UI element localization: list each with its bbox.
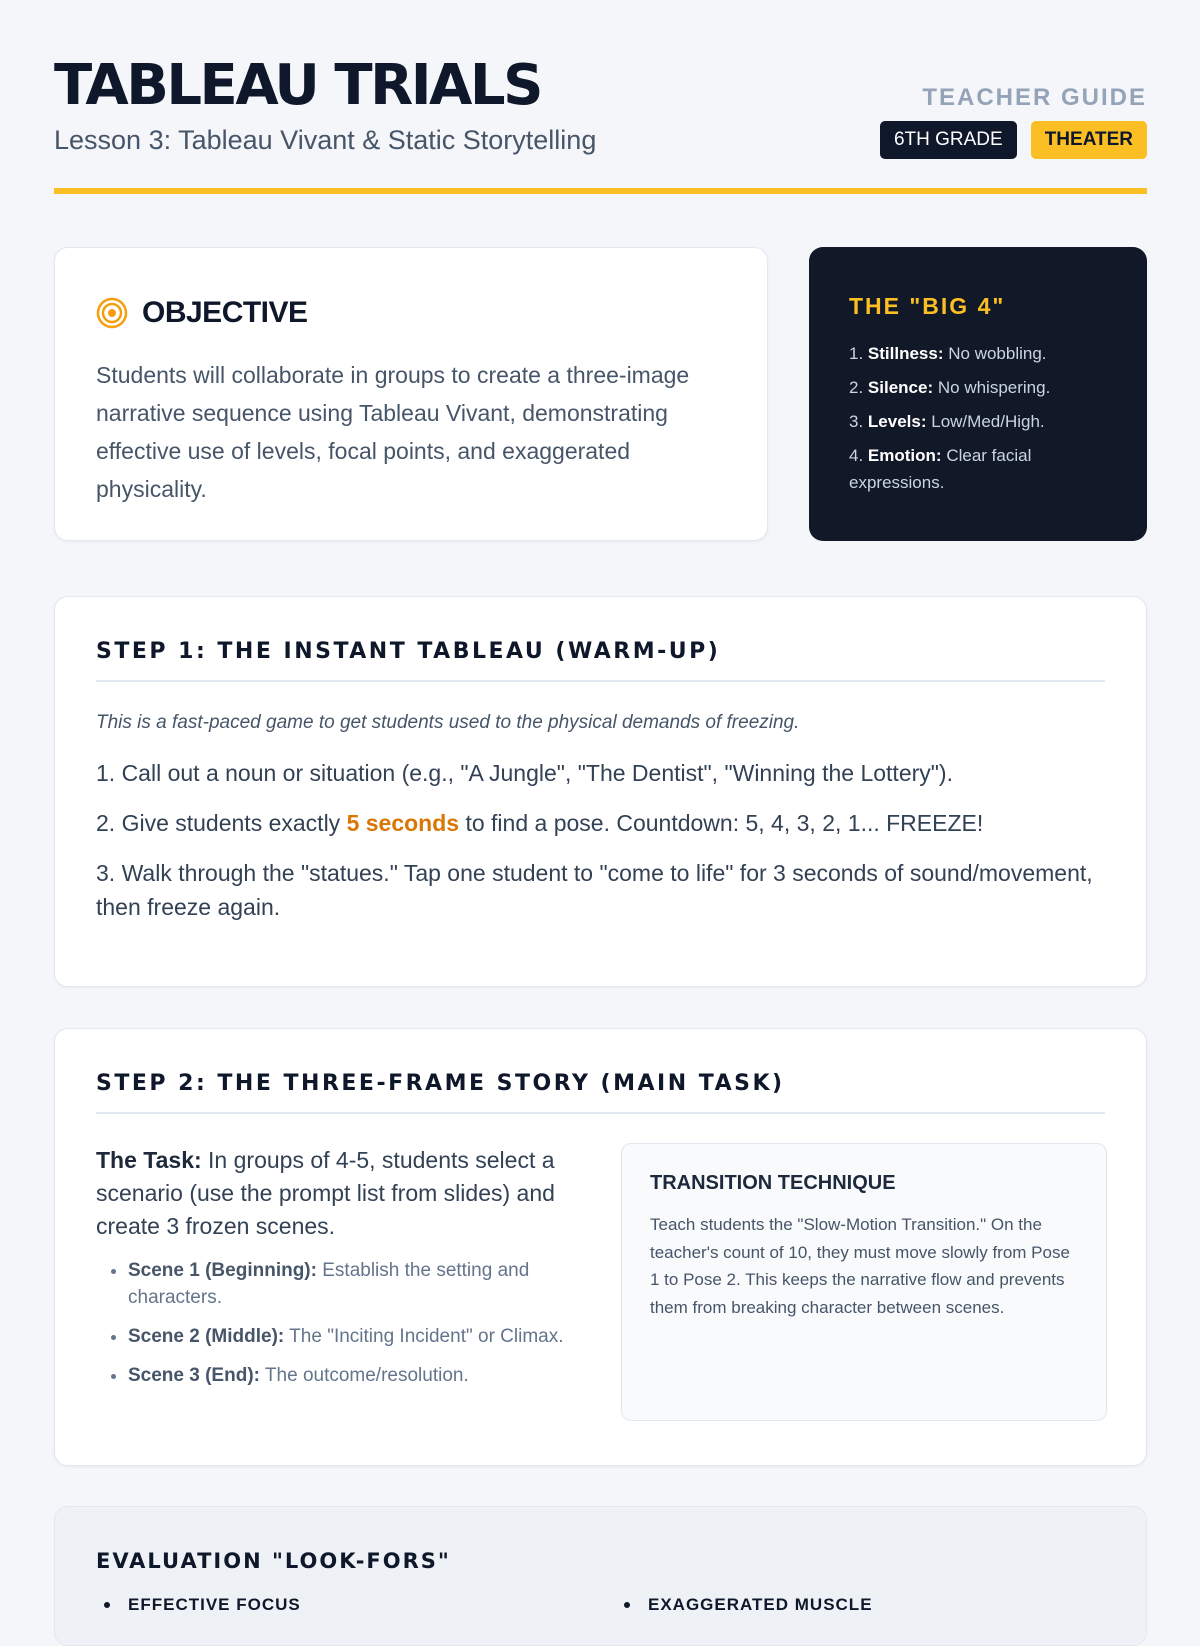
highlight-duration: 5 seconds [346,810,460,836]
target-icon [96,297,128,329]
grade-badge: 6TH GRADE [880,121,1017,159]
item-number: 4. [849,446,864,465]
list-item [128,1362,576,1389]
step1-line-3: 3. Walk through the "statues." Tap one student to "come to life" for 3 seconds of sound/movement, then freeze again. [96,860,1093,920]
step1-line-2 [96,806,1105,840]
teacher-guide-label: TEACHER GUIDE [922,84,1147,111]
transition-title: TRANSITION TECHNIQUE [650,1172,896,1194]
scene-label: Scene 2 (Middle): [128,1326,285,1347]
big-four-card [809,247,1147,541]
task-text: In groups of 4-5, students select a scenario (use the prompt list from slides) and create 3 frozen scenes. [96,1147,555,1239]
item-term: Stillness: [867,344,944,363]
item-term: Levels: [867,412,927,431]
evaluation-columns [96,1595,1105,1635]
item-number: 3. [849,412,864,431]
objective-card [54,247,768,541]
big-four-item [849,340,1107,367]
step2-card [54,1028,1147,1466]
lesson-subtitle: Lesson 3: Tableau Vivant & Static Storytelling [54,125,597,155]
big-four-item [849,374,1107,401]
evaluation-title: EVALUATION "LOOK-FORS" [96,1549,451,1573]
item-term: Emotion: [867,446,942,465]
step2-title: STEP 2: THE THREE-FRAME STORY (MAIN TASK) [96,1071,1105,1114]
subject-badge: THEATER [1031,121,1147,159]
step1-intro: This is a fast-paced game to get students used to the physical demands of freezing. [96,712,800,733]
objective-header [96,296,726,330]
scene-list [96,1257,576,1389]
item-description: No whispering. [937,378,1051,397]
big-four-title: THE "BIG 4" [849,293,1006,319]
evaluation-section [54,1506,1147,1646]
task-description [96,1144,576,1243]
scene-text: Establish the setting and characters. [128,1260,530,1308]
list-item [128,1323,576,1350]
line-text: to find a pose. Countdown: 5, 4, 3, 2, 1... FREEZE! [459,810,984,836]
step1-title: STEP 1: THE INSTANT TABLEAU (WARM-UP) [96,639,1105,682]
item-description: No wobbling. [948,344,1047,363]
page-title: TABLEAU TRIALS [54,53,541,118]
item-number: 2. [849,378,864,397]
item-description: Low/Med/High. [931,412,1045,431]
scene-label: Scene 1 (Beginning): [128,1260,317,1281]
step1-card [54,596,1147,987]
item-number: 1. [849,344,864,363]
big-four-item [849,442,1107,496]
big-four-item [849,408,1107,435]
line-text: 2. Give students exactly [96,810,347,836]
objective-title: OBJECTIVE [142,296,308,329]
transition-technique-box [621,1143,1107,1421]
scene-text: The outcome/resolution. [259,1365,469,1386]
item-term: Silence: [867,378,934,397]
list-item [128,1257,576,1311]
task-label: The Task: [96,1147,202,1173]
transition-text: Teach students the "Slow-Motion Transition." On the teacher's count of 10, they must move slowly from Pose 1 to Pose 2. This keeps the narrative flow and prevents them from breaking character between scenes. [650,1215,1070,1317]
task-column [96,1144,576,1401]
scene-label: Scene 3 (End): [128,1365,260,1386]
scene-text: The "Inciting Incident" or Climax. [284,1326,564,1347]
objective-text: Students will collaborate in groups to create a three-image narrative sequence using Tableau Vivant, demonstrating effective use of levels, focal points, and exaggerated physicality. [96,362,690,502]
page-header [54,0,1147,194]
item-description: Clear facial expressions. [849,446,1032,492]
evaluation-item-muscle: EXAGGERATED MUSCLE [648,1595,873,1614]
evaluation-item-focus: EFFECTIVE FOCUS [128,1595,301,1614]
step1-line-1: 1. Call out a noun or situation (e.g., "A Jungle", "The Dentist", "Winning the Lottery"). [96,760,953,786]
lesson-page [54,0,1147,1614]
badge-group [880,121,1147,159]
big-four-list [849,340,1107,496]
